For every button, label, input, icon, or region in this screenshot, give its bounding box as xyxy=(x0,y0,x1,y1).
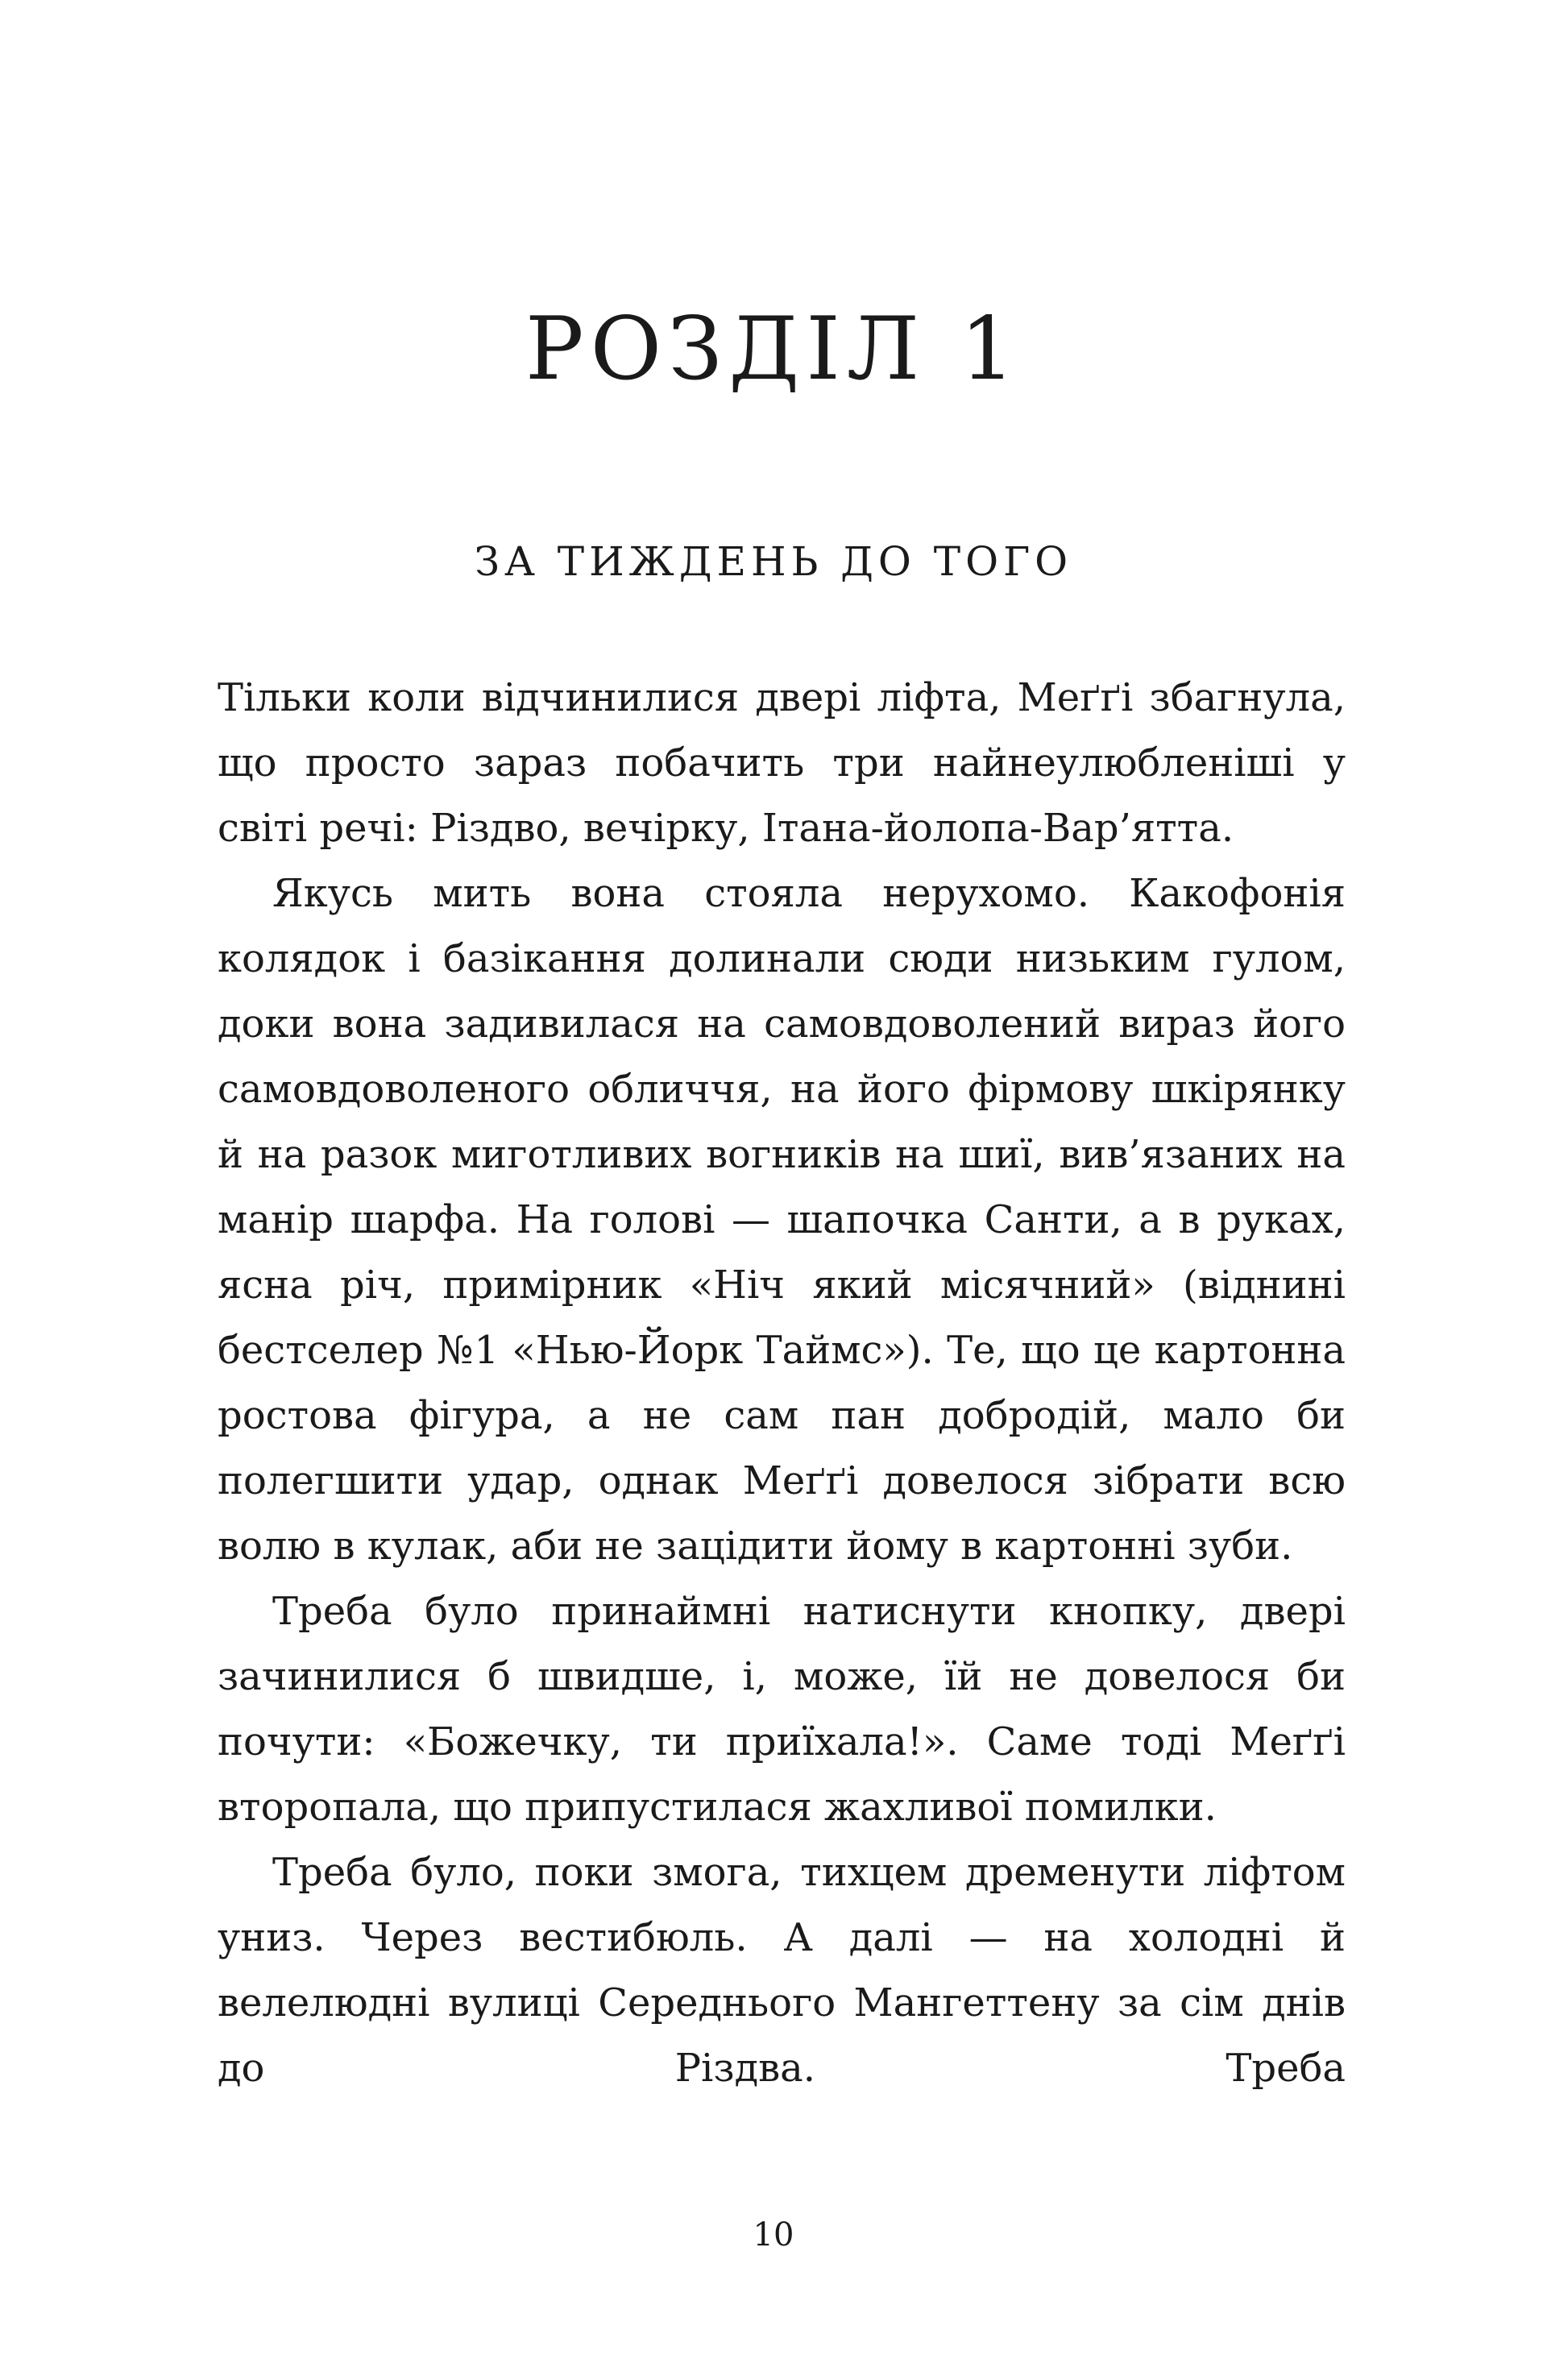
paragraph-3: Треба було принаймні натиснути кнопку, двері зачинилися б швидше, і, може, їй не довелося би почути: «Божечку, ти приїхала!». Саме тоді Меґґі второпала, що припустилася жахливої помилки. xyxy=(218,1589,1346,1830)
paragraph-4: Треба було, поки змога, тихцем дременути ліфтом униз. Через вестибюль. А далі — на холодні й велелюдні вулиці Середнього Мангеттену за сім днів до Різдва. Треба xyxy=(218,1850,1346,2091)
paragraph-2: Якусь мить вона стояла нерухомо. Какофонія колядок і базікання долинали сюди низьким гулом, доки вона задивилася на самовдоволений вираз його самовдоволеного обличчя, на його фірмову шкірянку й на разок миготливих вогників на шиї, вив’язаних на манір шарфа. На голові — шапочка Санти, а в руках, ясна річ, примірник «Ніч який місячний» (віднині бестселер №1 «Нью-Йорк Таймс»). Те, що це картонна ростова фігура, а не сам пан добродій, мало би полегшити удар, однак Меґґі довелося зібрати всю волю в кулак, аби не зацідити йому в картонні зуби. xyxy=(218,871,1346,1569)
chapter-title: РОЗДІЛ 1 xyxy=(525,299,1022,400)
body-text xyxy=(218,665,1346,2101)
page-number: 10 xyxy=(753,2216,794,2254)
paragraph-1: Тільки коли відчинилися двері ліфта, Меґґі збагнула, що просто зараз побачить три найнеулюбленіші у світі речі: Різдво, вечірку, Ітана-йолопа-Вар’ятта. xyxy=(218,675,1346,851)
chapter-subtitle: ЗА ТИЖДЕНЬ ДО ТОГО xyxy=(474,538,1073,585)
